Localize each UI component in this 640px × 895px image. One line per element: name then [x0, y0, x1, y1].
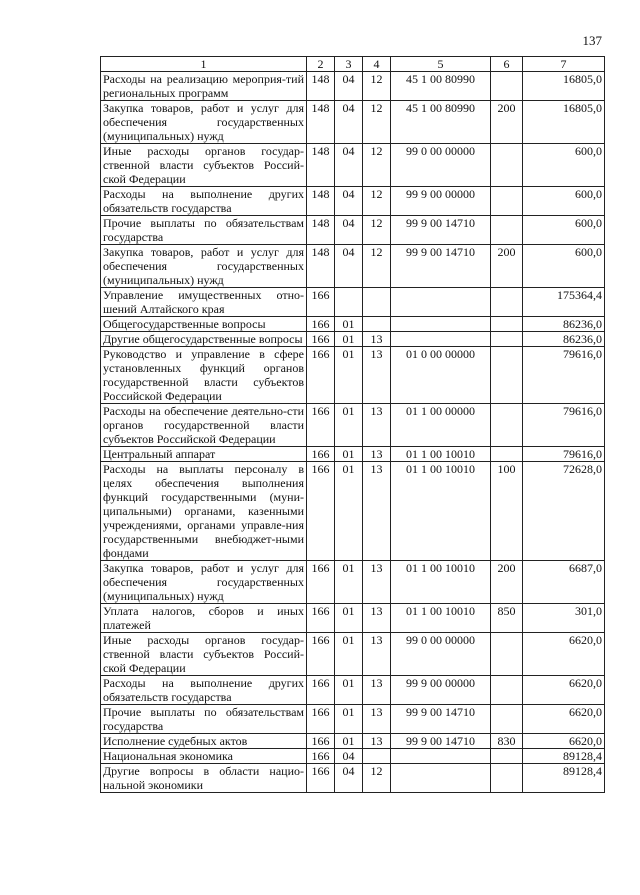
column-header: 3 [335, 57, 363, 72]
cell-subsection: 13 [363, 447, 391, 462]
table-row [101, 462, 605, 561]
cell-admin-code: 166 [307, 404, 335, 447]
column-header: 4 [363, 57, 391, 72]
cell-target-article: 99 9 00 14710 [391, 705, 491, 734]
cell-section: 01 [335, 447, 363, 462]
cell-expense-type [491, 72, 523, 101]
cell-section: 04 [335, 187, 363, 216]
cell-expense-type: 200 [491, 101, 523, 144]
cell-expense-type [491, 144, 523, 187]
cell-expense-type: 850 [491, 604, 523, 633]
cell-subsection: 12 [363, 144, 391, 187]
cell-subsection: 12 [363, 101, 391, 144]
cell-name: Расходы на обеспечение деятельно-сти органов государственной власти субъектов Российской Федерации [101, 404, 307, 447]
cell-target-article [391, 749, 491, 764]
table-body [101, 72, 605, 793]
table-row [101, 101, 605, 144]
cell-target-article [391, 764, 491, 793]
cell-name: Иные расходы органов государ-ственной власти субъектов Россий-ской Федерации [101, 633, 307, 676]
cell-section: 01 [335, 734, 363, 749]
cell-name: Прочие выплаты по обязательствам государства [101, 216, 307, 245]
cell-admin-code: 148 [307, 101, 335, 144]
table-row [101, 332, 605, 347]
cell-expense-type [491, 347, 523, 404]
table-row [101, 317, 605, 332]
table-header-row [101, 57, 605, 72]
table-row [101, 676, 605, 705]
table-row [101, 705, 605, 734]
cell-section: 04 [335, 245, 363, 288]
table-row [101, 187, 605, 216]
cell-admin-code: 166 [307, 604, 335, 633]
cell-name: Руководство и управление в сфере установленных функций органов государственной власти субъектов Российской Федерации [101, 347, 307, 404]
cell-amount: 79616,0 [523, 347, 605, 404]
cell-section [335, 288, 363, 317]
cell-expense-type: 100 [491, 462, 523, 561]
cell-amount: 16805,0 [523, 101, 605, 144]
table-row [101, 288, 605, 317]
cell-section: 04 [335, 749, 363, 764]
cell-target-article: 01 1 00 10010 [391, 447, 491, 462]
cell-amount: 600,0 [523, 144, 605, 187]
cell-subsection [363, 288, 391, 317]
table-row [101, 734, 605, 749]
cell-admin-code: 166 [307, 734, 335, 749]
cell-admin-code: 166 [307, 288, 335, 317]
cell-amount: 6620,0 [523, 705, 605, 734]
cell-amount: 79616,0 [523, 404, 605, 447]
cell-expense-type [491, 404, 523, 447]
cell-target-article: 99 9 00 14710 [391, 245, 491, 288]
cell-name: Другие общегосударственные вопросы [101, 332, 307, 347]
cell-amount: 16805,0 [523, 72, 605, 101]
cell-subsection: 13 [363, 332, 391, 347]
cell-subsection: 13 [363, 633, 391, 676]
cell-subsection: 12 [363, 764, 391, 793]
cell-section: 01 [335, 404, 363, 447]
cell-section: 01 [335, 604, 363, 633]
cell-subsection: 13 [363, 462, 391, 561]
cell-expense-type [491, 317, 523, 332]
table-row [101, 404, 605, 447]
cell-subsection: 13 [363, 676, 391, 705]
cell-name: Центральный аппарат [101, 447, 307, 462]
column-header: 1 [101, 57, 307, 72]
cell-admin-code: 166 [307, 332, 335, 347]
table-row [101, 749, 605, 764]
cell-admin-code: 166 [307, 347, 335, 404]
cell-name: Расходы на выполнение других обязательств государства [101, 187, 307, 216]
cell-target-article: 01 0 00 00000 [391, 347, 491, 404]
column-header: 7 [523, 57, 605, 72]
column-header: 2 [307, 57, 335, 72]
cell-subsection: 13 [363, 734, 391, 749]
cell-subsection: 12 [363, 72, 391, 101]
cell-section: 01 [335, 676, 363, 705]
cell-section: 04 [335, 144, 363, 187]
cell-target-article [391, 317, 491, 332]
cell-section: 04 [335, 216, 363, 245]
cell-admin-code: 148 [307, 72, 335, 101]
cell-admin-code: 166 [307, 561, 335, 604]
cell-subsection: 12 [363, 187, 391, 216]
cell-expense-type [491, 633, 523, 676]
cell-admin-code: 166 [307, 633, 335, 676]
column-header: 5 [391, 57, 491, 72]
cell-subsection: 13 [363, 705, 391, 734]
column-header: 6 [491, 57, 523, 72]
cell-admin-code: 148 [307, 245, 335, 288]
table-row [101, 144, 605, 187]
cell-target-article: 01 1 00 10010 [391, 604, 491, 633]
table-row [101, 216, 605, 245]
cell-amount: 6620,0 [523, 676, 605, 705]
cell-target-article: 99 9 00 00000 [391, 676, 491, 705]
cell-target-article [391, 288, 491, 317]
cell-target-article: 01 1 00 10010 [391, 462, 491, 561]
cell-name: Расходы на реализацию мероприя-тий региональных программ [101, 72, 307, 101]
cell-subsection: 13 [363, 561, 391, 604]
cell-section: 01 [335, 317, 363, 332]
cell-section: 01 [335, 633, 363, 676]
cell-target-article: 99 9 00 14710 [391, 216, 491, 245]
cell-target-article: 45 1 00 80990 [391, 101, 491, 144]
cell-subsection [363, 749, 391, 764]
table-row [101, 604, 605, 633]
cell-target-article: 99 9 00 14710 [391, 734, 491, 749]
cell-expense-type [491, 705, 523, 734]
cell-expense-type [491, 187, 523, 216]
table-row [101, 245, 605, 288]
cell-name: Другие вопросы в области нацио-нальной экономики [101, 764, 307, 793]
cell-name: Закупка товаров, работ и услуг для обеспечения государственных (муниципальных) нужд [101, 245, 307, 288]
cell-amount: 600,0 [523, 216, 605, 245]
cell-subsection: 12 [363, 245, 391, 288]
cell-name: Расходы на выплаты персоналу в целях обеспечения выполнения функций государственными (муни-ципальными) органами, казенными учреждениями, органами управле-ния государственными внебюджет-ными фондами [101, 462, 307, 561]
cell-section: 04 [335, 72, 363, 101]
cell-name: Исполнение судебных актов [101, 734, 307, 749]
budget-table [100, 56, 605, 793]
cell-name: Закупка товаров, работ и услуг для обеспечения государственных (муниципальных) нужд [101, 561, 307, 604]
table-row [101, 447, 605, 462]
cell-amount: 86236,0 [523, 332, 605, 347]
cell-amount: 89128,4 [523, 764, 605, 793]
cell-expense-type [491, 749, 523, 764]
cell-name: Прочие выплаты по обязательствам государства [101, 705, 307, 734]
cell-target-article: 45 1 00 80990 [391, 72, 491, 101]
cell-name: Уплата налогов, сборов и иных платежей [101, 604, 307, 633]
cell-admin-code: 148 [307, 144, 335, 187]
cell-expense-type [491, 447, 523, 462]
cell-subsection: 12 [363, 216, 391, 245]
cell-admin-code: 166 [307, 749, 335, 764]
cell-subsection: 13 [363, 604, 391, 633]
cell-name: Расходы на выполнение других обязательств государства [101, 676, 307, 705]
cell-expense-type: 830 [491, 734, 523, 749]
cell-section: 01 [335, 561, 363, 604]
cell-admin-code: 166 [307, 676, 335, 705]
cell-amount: 6620,0 [523, 734, 605, 749]
table-row [101, 633, 605, 676]
cell-amount: 6687,0 [523, 561, 605, 604]
cell-section: 01 [335, 332, 363, 347]
cell-section: 01 [335, 705, 363, 734]
cell-name: Управление имущественных отно-шений Алтайского края [101, 288, 307, 317]
cell-name: Закупка товаров, работ и услуг для обеспечения государственных (муниципальных) нужд [101, 101, 307, 144]
cell-amount: 600,0 [523, 245, 605, 288]
cell-amount: 301,0 [523, 604, 605, 633]
cell-amount: 86236,0 [523, 317, 605, 332]
cell-expense-type: 200 [491, 561, 523, 604]
table-row [101, 347, 605, 404]
cell-subsection: 13 [363, 404, 391, 447]
cell-amount: 175364,4 [523, 288, 605, 317]
cell-expense-type [491, 332, 523, 347]
cell-expense-type [491, 216, 523, 245]
cell-section: 04 [335, 101, 363, 144]
cell-amount: 6620,0 [523, 633, 605, 676]
cell-target-article: 01 1 00 00000 [391, 404, 491, 447]
cell-target-article: 01 1 00 10010 [391, 561, 491, 604]
cell-section: 01 [335, 347, 363, 404]
table-row [101, 72, 605, 101]
cell-admin-code: 166 [307, 764, 335, 793]
cell-expense-type [491, 676, 523, 705]
table-row [101, 764, 605, 793]
cell-name: Иные расходы органов государ-ственной власти субъектов Россий-ской Федерации [101, 144, 307, 187]
cell-admin-code: 166 [307, 705, 335, 734]
cell-admin-code: 166 [307, 462, 335, 561]
cell-target-article: 99 0 00 00000 [391, 633, 491, 676]
cell-target-article [391, 332, 491, 347]
cell-admin-code: 148 [307, 216, 335, 245]
cell-target-article: 99 9 00 00000 [391, 187, 491, 216]
cell-admin-code: 166 [307, 447, 335, 462]
cell-name: Общегосударственные вопросы [101, 317, 307, 332]
cell-admin-code: 166 [307, 317, 335, 332]
cell-expense-type: 200 [491, 245, 523, 288]
cell-expense-type [491, 288, 523, 317]
cell-target-article: 99 0 00 00000 [391, 144, 491, 187]
cell-expense-type [491, 764, 523, 793]
cell-subsection [363, 317, 391, 332]
cell-section: 01 [335, 462, 363, 561]
table-row [101, 561, 605, 604]
page-number: 137 [582, 33, 602, 48]
cell-amount: 600,0 [523, 187, 605, 216]
cell-name: Национальная экономика [101, 749, 307, 764]
cell-amount: 89128,4 [523, 749, 605, 764]
cell-amount: 72628,0 [523, 462, 605, 561]
cell-section: 04 [335, 764, 363, 793]
cell-admin-code: 148 [307, 187, 335, 216]
cell-amount: 79616,0 [523, 447, 605, 462]
cell-subsection: 13 [363, 347, 391, 404]
